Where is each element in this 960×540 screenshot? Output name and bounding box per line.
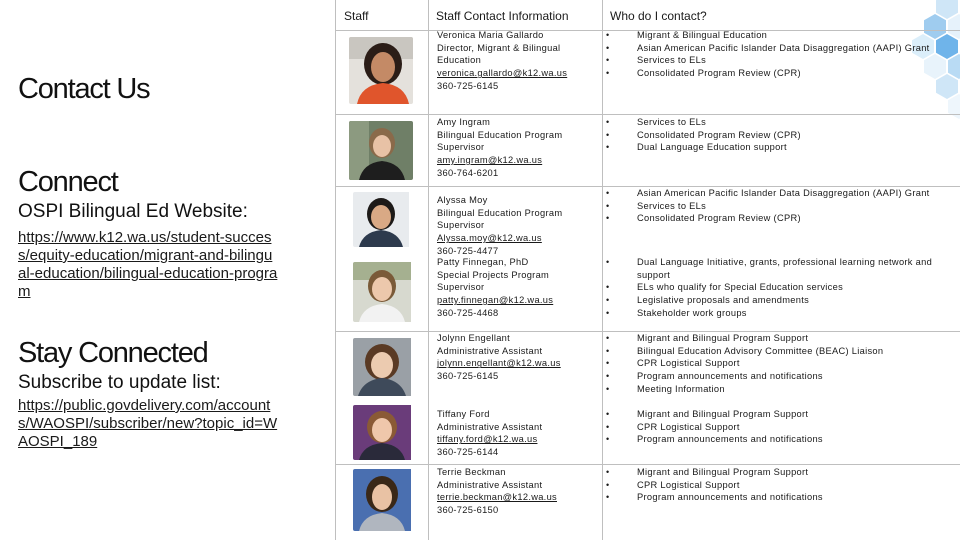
staff-name: Alyssa Moy — [437, 195, 488, 205]
contact-info-2 — [437, 194, 597, 258]
ospi-website-link[interactable]: https://www.k12.wa.us/student-success/equity-education/migrant-and-bilingual-education/bilingual-education-program — [18, 229, 278, 300]
staff-email-link[interactable]: patty.finnegan@k12.wa.us — [437, 295, 554, 306]
duty-item: • Program announcements and notifications — [599, 370, 959, 383]
duty-item: • Dual Language Education support — [599, 141, 959, 154]
staff-photo-gallardo — [349, 37, 413, 104]
duties-2 — [599, 187, 959, 225]
staff-name: Jolynn Engellant — [437, 333, 511, 343]
staff-title: Special Projects Program Supervisor — [437, 269, 550, 293]
ospi-website-label: OSPI Bilingual Ed Website: — [18, 201, 248, 222]
column-divider — [428, 0, 429, 540]
duty-item: • Migrant and Bilingual Program Support — [599, 408, 959, 421]
duty-item: • Services to ELs — [599, 200, 959, 213]
row-divider — [336, 114, 960, 115]
duty-item: • CPR Logistical Support — [599, 421, 959, 434]
duties-3 — [599, 256, 959, 320]
staff-title: Bilingual Education Program Supervisor — [437, 129, 563, 153]
staff-phone: 360-725-6144 — [437, 447, 499, 458]
staff-phone: 360-725-6145 — [437, 80, 499, 91]
staff-photo-finnegan — [353, 262, 417, 322]
staff-email-link[interactable]: veronica.gallardo@k12.wa.us — [437, 68, 568, 79]
duties-0 — [599, 29, 959, 80]
staff-title: Administrative Assistant — [437, 479, 543, 490]
staff-email-link[interactable]: tiffany.ford@k12.wa.us — [437, 434, 538, 445]
contact-info-6 — [437, 466, 597, 517]
staff-phone: 360-725-4468 — [437, 307, 499, 318]
subscribe-label: Subscribe to update list: — [18, 372, 221, 393]
duty-item: • Services to ELs — [599, 116, 959, 129]
staff-phone: 360-725-4477 — [437, 245, 499, 256]
staff-name: Terrie Beckman — [437, 467, 506, 477]
staff-title: Director, Migrant & Bilingual Education — [437, 42, 561, 66]
staff-photo-ford — [353, 405, 417, 460]
duties-6 — [599, 466, 959, 504]
staff-phone: 360-725-6145 — [437, 371, 499, 382]
duties-5 — [599, 408, 959, 446]
duty-item: • CPR Logistical Support — [599, 479, 959, 492]
duties-4 — [599, 332, 959, 396]
duty-item: • Consolidated Program Review (CPR) — [599, 129, 959, 142]
staff-email-link[interactable]: amy.ingram@k12.wa.us — [437, 155, 543, 166]
duty-item: • CPR Logistical Support — [599, 357, 959, 370]
duty-item: • Consolidated Program Review (CPR) — [599, 67, 959, 80]
contact-info-3 — [437, 256, 597, 320]
contact-info-4 — [437, 332, 597, 383]
header-who: Who do I contact? — [610, 9, 707, 23]
staff-photo-ingram — [349, 121, 413, 180]
duty-item: • Stakeholder work groups — [599, 307, 959, 320]
duty-item: • Meeting Information — [599, 383, 959, 396]
duty-item: • Asian American Pacific Islander Data Disaggregation (AAPI) Grant — [599, 42, 959, 55]
duty-item: • Program announcements and notifications — [599, 491, 959, 504]
staff-photo-engellant — [353, 338, 417, 396]
duty-item: • Dual Language Initiative, grants, professional learning network and support — [599, 256, 959, 281]
staff-name: Tiffany Ford — [437, 409, 490, 419]
duty-item: • Consolidated Program Review (CPR) — [599, 212, 959, 225]
staff-phone: 360-764-6201 — [437, 167, 499, 178]
staff-name: Veronica Maria Gallardo — [437, 30, 544, 40]
contact-us-heading: Contact Us — [18, 73, 150, 105]
stay-connected-heading: Stay Connected — [18, 337, 208, 369]
staff-photo-moy — [353, 192, 417, 247]
duty-item: • Bilingual Education Advisory Committee (BEAC) Liaison — [599, 345, 959, 358]
duty-item: • Program announcements and notifications — [599, 433, 959, 446]
staff-title: Administrative Assistant — [437, 421, 543, 432]
duty-item: • Services to ELs — [599, 54, 959, 67]
header-contact: Staff Contact Information — [436, 9, 569, 23]
row-divider — [336, 464, 960, 465]
staff-email-link[interactable]: Alyssa.moy@k12.wa.us — [437, 233, 542, 244]
contact-info-1 — [437, 116, 597, 180]
duties-1 — [599, 116, 959, 154]
staff-contact-table — [335, 0, 960, 540]
staff-email-link[interactable]: terrie.beckman@k12.wa.us — [437, 492, 557, 503]
table-header — [336, 0, 960, 31]
connect-heading: Connect — [18, 166, 118, 198]
contact-info-0 — [437, 29, 597, 93]
staff-phone: 360-725-6150 — [437, 505, 499, 516]
staff-email-link[interactable]: jolynn.engellant@k12.wa.us — [437, 358, 561, 369]
contact-info-5 — [437, 408, 597, 459]
duty-item: • ELs who qualify for Special Education services — [599, 281, 959, 294]
duty-item: • Migrant and Bilingual Program Support — [599, 466, 959, 479]
staff-name: Amy Ingram — [437, 117, 491, 127]
duty-item: • Legislative proposals and amendments — [599, 294, 959, 307]
staff-name: Patty Finnegan, PhD — [437, 257, 529, 267]
duty-item: • Asian American Pacific Islander Data Disaggregation (AAPI) Grant — [599, 187, 959, 200]
header-staff: Staff — [344, 9, 369, 23]
staff-photo-beckman — [353, 469, 417, 531]
staff-title: Bilingual Education Program Supervisor — [437, 207, 563, 231]
subscribe-link[interactable]: https://public.govdelivery.com/accounts/WAOSPI/subscriber/new?topic_id=WAOSPI_189 — [18, 397, 278, 450]
staff-title: Administrative Assistant — [437, 345, 543, 356]
duty-item: • Migrant & Bilingual Education — [599, 29, 959, 42]
duty-item: • Migrant and Bilingual Program Support — [599, 332, 959, 345]
